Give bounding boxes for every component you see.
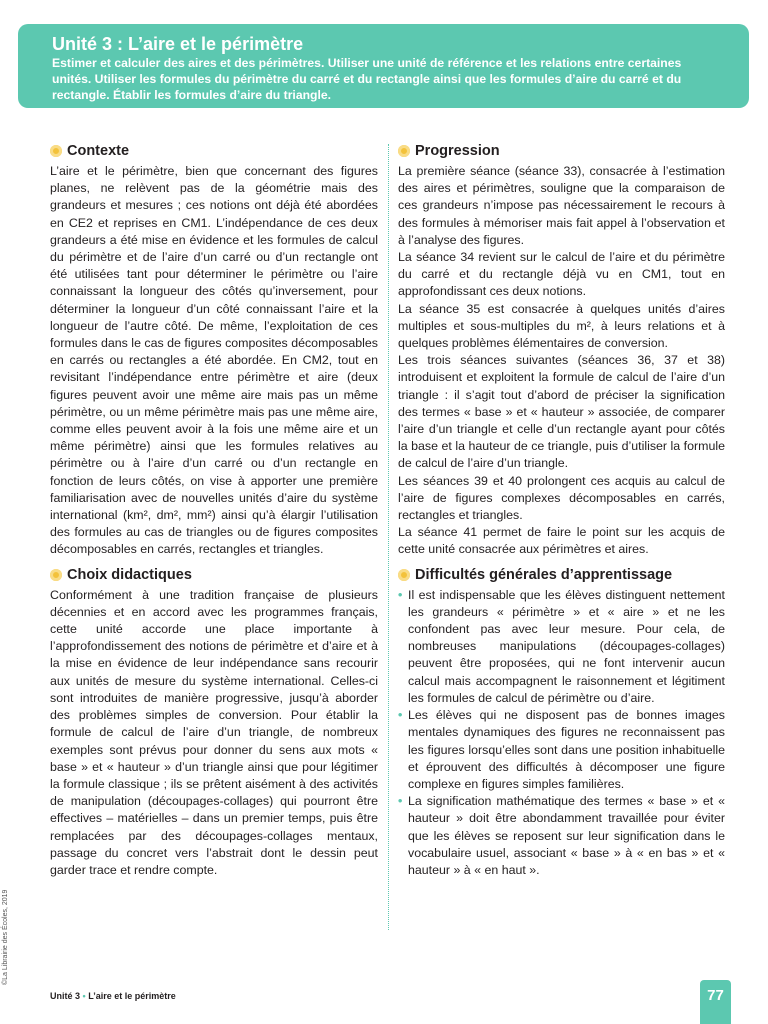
heading-bullet-icon — [398, 569, 410, 581]
column-divider — [388, 144, 389, 930]
heading-difficultes: Difficultés générales d’apprentissage — [415, 566, 673, 583]
list-item: • Les élèves qui ne disposent pas de bonnes images mentales dynamiques des figures ne reconnaissent pas les figures lorsqu’elles sont dans une position inhabituelle et éprouvent des difficultés à décomposer une figure complexe en figures simples familières. — [398, 707, 725, 793]
page-footer — [50, 991, 176, 1001]
heading-bullet-icon — [50, 569, 62, 581]
unit-banner — [18, 24, 749, 108]
footer-separator: • — [82, 991, 86, 1001]
heading-contexte: Contexte — [67, 143, 130, 159]
progression-paragraph: La séance 41 permet de faire le point sur les acquis de cette unité consacrée aux périmètres et aires. — [398, 525, 725, 557]
list-item: • Il est indispensable que les élèves distinguent nettement les grandeurs « périmètre » et « aire » et ne les confondent pas avec leur mesure. Pour cela, de nombreuses manipulations (découpages-collages) peuvent être proposées, qui ne font intervenir aucun calcul mais accompagnent le raisonnement et légitiment les formules de calcul de périmètre ou d’aire. — [398, 587, 725, 707]
heading-choix: Choix didactiques — [67, 566, 192, 583]
footer-unit-title: L’aire et le périmètre — [88, 991, 176, 1001]
list-item: • La signification mathématique des termes « base » et « hauteur » doit être abondamment travaillée pour éviter que les élèves se reposent sur leur signification dans le vocabulaire usuel, associant « base » à « en bas » et « hauteur » à « en haut ». — [398, 793, 725, 879]
difficulties-list — [398, 587, 725, 879]
footer-unit-label: Unité 3 — [50, 991, 81, 1001]
heading-bullet-icon — [398, 145, 410, 157]
right-column — [398, 141, 725, 885]
progression-paragraph: La séance 34 revient sur le calcul de l’aire et du périmètre du carré et du rectangle déjà vu en CM1, tout en approfondissant ces deux notions. — [398, 250, 725, 299]
heading-progression: Progression — [415, 143, 500, 159]
section-difficultes — [398, 565, 725, 879]
section-heading — [398, 565, 725, 585]
heading-bullet-icon — [50, 145, 62, 157]
section-heading — [50, 141, 378, 161]
progression-paragraph: Les séances 39 et 40 prolongent ces acquis au calcul de l’aire de figures complexes décomposables en carrés, rectangles et triangles. — [398, 473, 725, 523]
progression-paragraph: La séance 35 est consacrée à quelques unités d’aires multiples et sous-multiples du m², à leurs relations et à quelques problèmes élémentaires de conversion. — [398, 301, 725, 351]
progression-paragraph: La première séance (séance 33), consacrée à l’estimation des aires et périmètres, souligne que la comparaison de ces grandeurs n’impose pas nécessairement le recours à des formules à mémoriser mais fait appel à l’observation et à l’analyse des figures. — [398, 164, 725, 247]
unit-title: Unité 3 : L’aire et le périmètre — [52, 34, 304, 54]
left-column — [50, 141, 378, 885]
choix-paragraph: Conformément à une tradition française de plusieurs décennies et en accord avec les programmes français, cette unité accorde une place importante à l’approfondissement des notions de périmètre et d’aire et à la mise en évidence de leur indépendance sans recourir aux unités de mesure du système international. Celles-ci sont introduites de manière progressive, jusqu’à aborder des problèmes simples de conversion. Pour établir la formule de calcul de l’aire d’un triangle, de nombreux exemples sont prévus pour donner du sens aux mots « base » et « hauteur » d’un triangle ainsi que pour légitimer la formule classique ; ils se prêtent aisément à des activités de manipulation (découpages-collages) qui pourront être effectives – matérielles – dans un premier temps, puis être remplacées par des découpages-collages mentaux, passage du concret vers l’abstrait dont le dessin peut garder trace et rendre compte. — [50, 587, 378, 877]
progression-paragraph: Les trois séances suivantes (séances 36, 37 et 38) introduisent et exploitent la formule de calcul de l’aire d’un triangle : il s’agit tout d’abord de préciser la signification des termes « base » et « hauteur » associée, de comparer l’aire d’un triangle et celle d’un rectangle ayant pour côtés la base et la hauteur de ce triangle, puis d’utiliser la formule de calcul de l’aire d’un triangle. — [398, 353, 725, 471]
unit-objectives: Estimer et calculer des aires et des périmètres. Utiliser une unité de référence et les relations entre certaines unités. Utiliser les formules du périmètre du carré et du rectangle ainsi que les formules d’aire du carré et du rectangle. Établir les formules d’aire du triangle. — [52, 56, 682, 102]
page-number: 77 — [700, 980, 731, 1024]
section-heading — [398, 141, 725, 161]
section-heading — [50, 565, 378, 585]
contexte-paragraph: L’aire et le périmètre, bien que concernant des figures planes, ne relèvent pas de la géométrie mais des grandeurs et mesures ; ces notions ont déjà été abordées en CE2 et reprises en CM1. L’indépendance de ces deux grandeurs a été mise en évidence et les formules de calcul du périmètre et de l’aire d’un carré ou d’un rectangle ont été utilisées tant pour déterminer le périmètre ou l’aire connaissant la longueur des côtés qu’inversement, pour déterminer la longueur d’un côté connaissant l’aire et la longueur de l’autre côté. De même, l’exploitation de ces formules dans le cas de figures composites décomposables en carrés ou rectangles a été abordée. En CM2, tout en revisitant l’indépendance entre périmètre et aire (deux figures peuvent avoir une même aire mais pas un même périmètre, ou un même périmètre mais pas une même aire, comme elles peuvent avoir à la fois une même aire et un même périmètre) ainsi que les formules relatives au périmètre ou à l’aire d’un carré ou d’un rectangle en fonction de leurs côtés, on vise à apporter une première familiarisation avec de nouvelles unités d’aire du système international (km², dm², mm²) ainsi qu’à élargir l’utilisation des formules au cas de triangles ou de figures composites décomposables en carrés, rectangles et triangles. — [50, 164, 378, 557]
copyright-notice: ©La Librairie des Écoles, 2019 — [2, 889, 9, 985]
section-choix-didactiques — [50, 565, 378, 879]
section-progression — [398, 141, 725, 559]
section-contexte — [50, 141, 378, 559]
